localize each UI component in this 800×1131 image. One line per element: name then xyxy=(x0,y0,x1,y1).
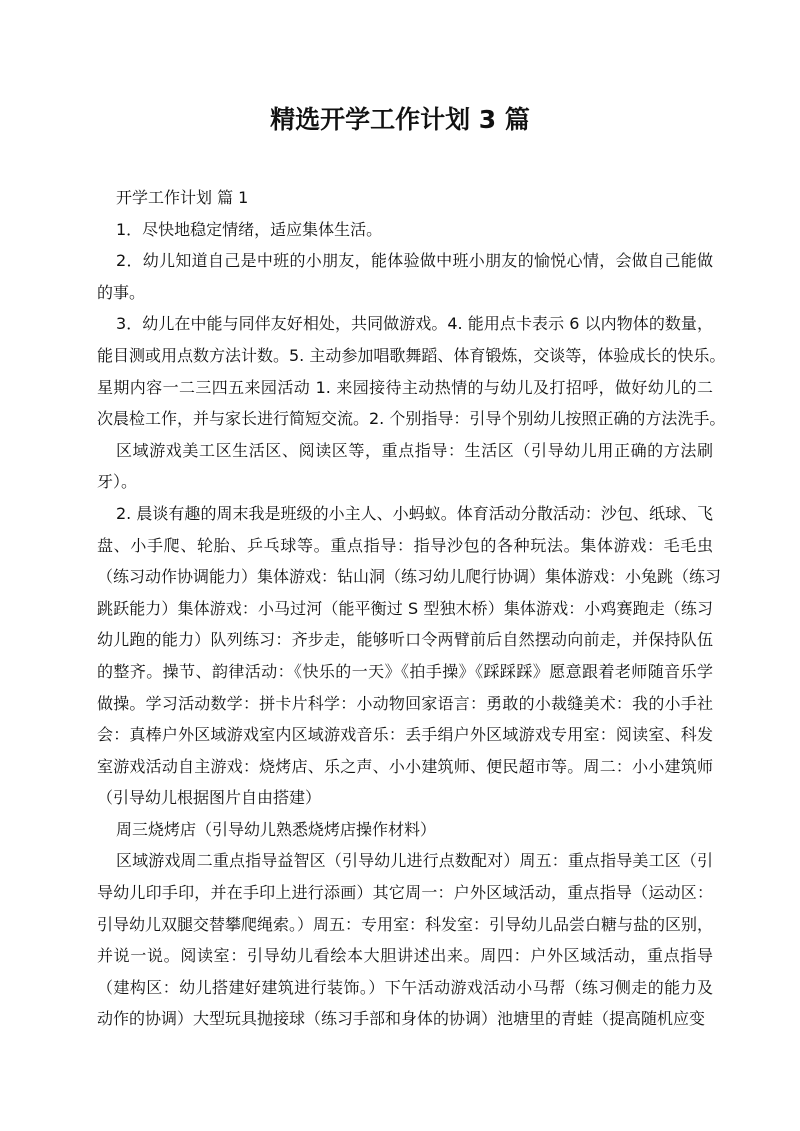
paragraph xyxy=(97,245,713,308)
text-line: 牙）。 xyxy=(97,472,138,492)
text-line: 次晨检工作，并与家长进行简短交流。2. 个别指导：引导个别幼儿按照正确的方法洗手。 xyxy=(97,409,726,429)
text-line: 做操。学习活动数学：拼卡片科学：小动物回家语言：勇敢的小裁缝美术：我的小手社 xyxy=(97,693,713,713)
text-line: 并说一说。阅读室：引导幼儿看绘本大胆讲述出来。周四：户外区域活动，重点指导 xyxy=(97,946,713,966)
text-line: 3．幼儿在中能与同伴友好相处，共同做游戏。4. 能用点卡表示 6 以内物体的数量， xyxy=(116,314,713,334)
text-line: 星期内容一二三四五来园活动 1. 来园接待主动热情的与幼儿及打招呼，做好幼儿的二 xyxy=(97,377,713,397)
text-line: 1．尽快地稳定情绪，适应集体生活。 xyxy=(116,219,383,239)
text-line: （练习动作协调能力）集体游戏：钻山洞（练习幼儿爬行协调）集体游戏：小兔跳（练习 xyxy=(97,567,722,587)
text-line: 2. 晨谈有趣的周末我是班级的小主人、小蚂蚁。体育活动分散活动：沙包、纸球、飞 xyxy=(116,503,713,523)
paragraph xyxy=(97,845,713,1035)
document-title: 精选开学工作计划 3 篇 xyxy=(270,105,530,134)
text-line: （建构区：幼儿搭建好建筑进行装饰。）下午活动游戏活动小马帮（练习侧走的能力及 xyxy=(97,977,713,997)
paragraph xyxy=(97,214,713,246)
text-line: 跳跃能力）集体游戏：小马过河（能平衡过 S 型独木桥）集体游戏：小鸡赛跑走（练习 xyxy=(97,598,713,618)
text-line: 会：真棒户外区域游戏室内区域游戏音乐：丢手绢户外区域游戏专用室：阅读室、科发 xyxy=(97,725,713,745)
text-line: 区域游戏美工区生活区、阅读区等，重点指导：生活区（引导幼儿用正确的方法刷 xyxy=(116,440,713,460)
section-heading xyxy=(97,182,713,214)
paragraph xyxy=(97,308,726,434)
text-line: 周三烧烤店（引导幼儿熟悉烧烤店操作材料） xyxy=(116,819,437,839)
text-line: 盘、小手爬、轮胎、乒乓球等。重点指导：指导沙包的各种玩法。集体游戏：毛毛虫 xyxy=(97,535,713,555)
text-line: 区域游戏周二重点指导益智区（引导幼儿进行点数配对）周五：重点指导美工区（引 xyxy=(116,851,713,871)
text-line: 开学工作计划 篇 1 xyxy=(116,188,249,207)
document-body xyxy=(97,182,726,1035)
text-line: 的整齐。操节、韵律活动：《快乐的一天》《拍手操》《踩踩踩》愿意跟着老师随音乐学 xyxy=(97,661,713,681)
paragraph xyxy=(97,498,722,814)
text-line: 导幼儿印手印，并在手印上进行添画）其它周一：户外区域活动，重点指导（运动区： xyxy=(97,883,713,903)
text-line: 幼儿跑的能力）队列练习：齐步走，能够听口令两臂前后自然摆动向前走，并保持队伍 xyxy=(97,630,713,650)
paragraph xyxy=(97,814,713,846)
paragraph xyxy=(97,435,713,498)
text-line: 能目测或用点数方法计数。5. 主动参加唱歌舞蹈、体育锻炼，交谈等，体验成长的快乐。 xyxy=(97,345,726,365)
text-line: 室游戏活动自主游戏：烧烤店、乐之声、小小建筑师、便民超市等。周二：小小建筑师 xyxy=(97,756,713,776)
text-line: 的事。 xyxy=(97,282,146,302)
text-line: 动作的协调）大型玩具抛接球（练习手部和身体的协调）池塘里的青蛙（提高随机应变 xyxy=(97,1009,706,1029)
text-line: 引导幼儿双腿交替攀爬绳索。）周五：专用室：科发室：引导幼儿品尝白糖与盐的区别， xyxy=(97,914,714,934)
text-line: 2．幼儿知道自己是中班的小朋友，能体验做中班小朋友的愉悦心情，会做自己能做 xyxy=(116,251,713,271)
text-line: （引导幼儿根据图片自由搭建） xyxy=(97,788,322,808)
